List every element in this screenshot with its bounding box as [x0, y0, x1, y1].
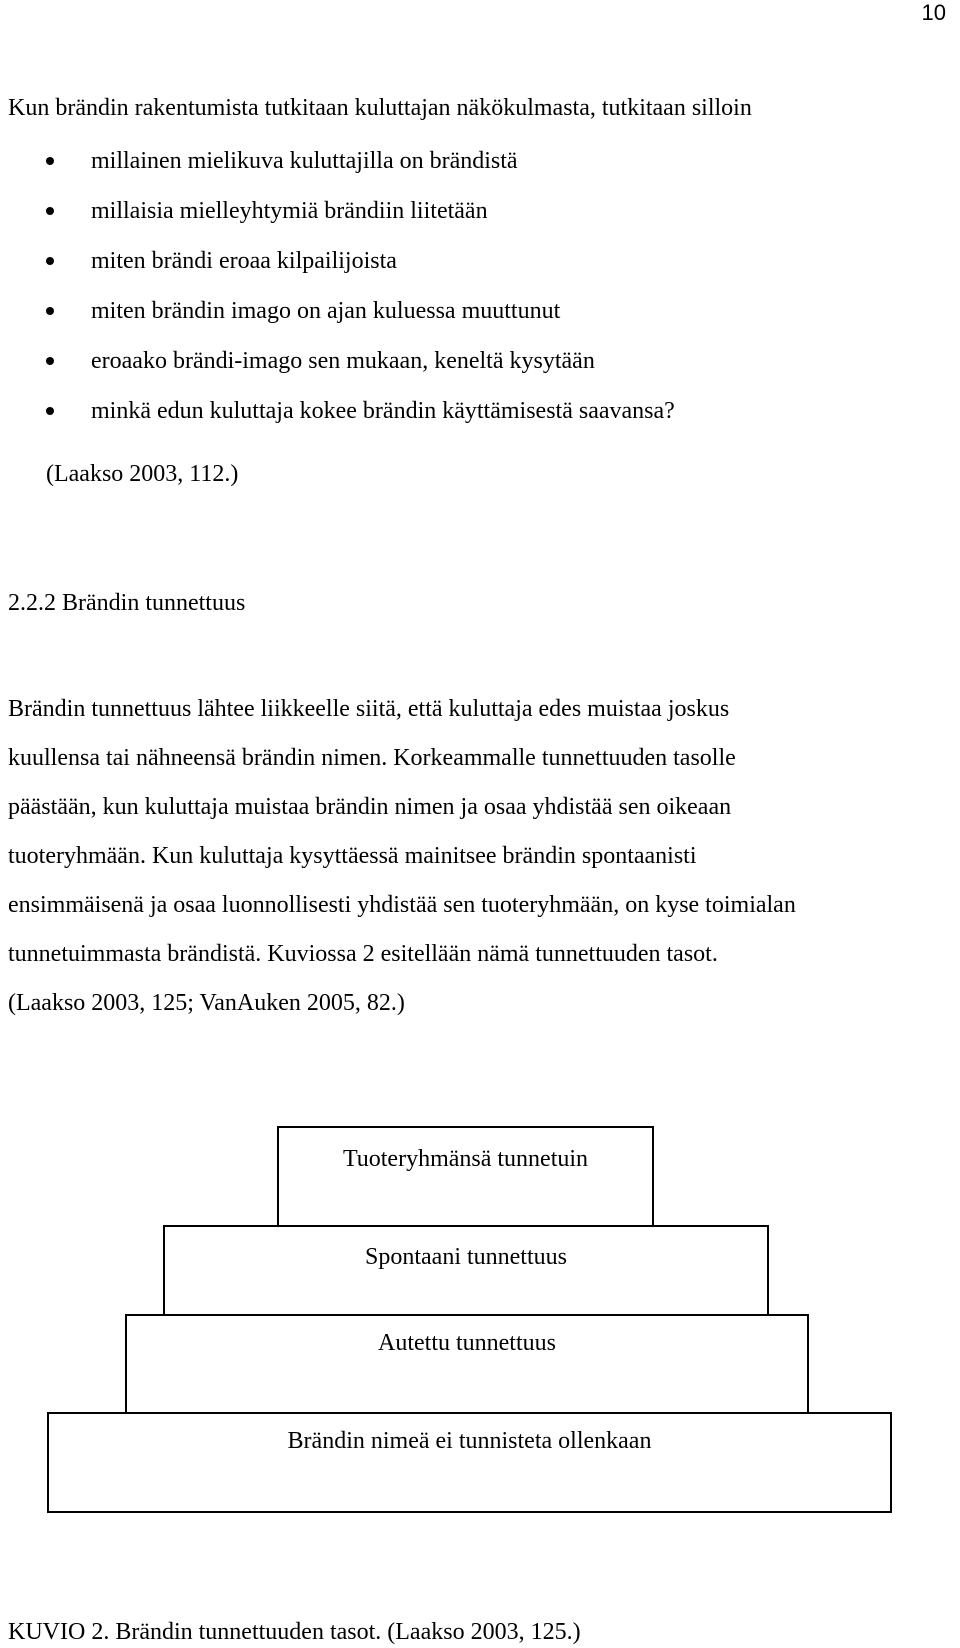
figure-caption: KUVIO 2. Brändin tunnettuuden tasot. (Laakso 2003, 125.) [8, 1619, 581, 1645]
pyramid-level-top [277, 1126, 654, 1227]
paragraph-line: Brändin tunnettuus lähtee liikkeelle siitä, että kuluttaja edes muistaa joskus [8, 696, 730, 722]
list-item-text: miten brändin imago on ajan kuluessa muuttunut [91, 298, 561, 324]
section-paragraph [8, 694, 948, 1037]
pyramid-level-third [125, 1314, 809, 1415]
bullet-dot-icon [46, 307, 54, 315]
paragraph-line: tuoteryhmään. Kun kuluttaja kysyttäessä mainitsee brändin spontaanisti [8, 843, 697, 869]
paragraph-line: tunnetuimmasta brändistä. Kuviossa 2 esitellään nämä tunnettuuden tasot. [8, 941, 718, 967]
pyramid-level-label: Spontaani tunnettuus [365, 1244, 567, 1270]
bullet-dot-icon [46, 407, 54, 415]
pyramid-level-second [163, 1225, 769, 1326]
paragraph-line: päästään, kun kuluttaja muistaa brändin nimen ja osaa yhdistää sen oikeaan [8, 794, 732, 820]
bullet-dot-icon [46, 257, 54, 265]
pyramid-level-label: Tuoteryhmänsä tunnetuin [342, 1146, 589, 1172]
bullet-dot-icon [46, 357, 54, 365]
bullet-dot-icon [46, 207, 54, 215]
pyramid-level-bottom [47, 1412, 892, 1513]
bullet-dot-icon [46, 157, 54, 165]
list-item-text: millaisia mielleyhtymiä brändiin liitetään [91, 198, 488, 224]
pyramid-level-label: Brändin nimeä ei tunnisteta ollenkaan [287, 1428, 652, 1454]
paragraph-line: (Laakso 2003, 125; VanAuken 2005, 82.) [8, 990, 405, 1016]
intro-citation: (Laakso 2003, 112.) [46, 461, 239, 487]
page-number: 10 [921, 0, 946, 25]
intro-sentence: Kun brändin rakentumista tutkitaan kuluttajan näkökulmasta, tutkitaan silloin [8, 95, 752, 121]
paragraph-line: ensimmäisenä ja osaa luonnollisesti yhdistää sen tuoteryhmään, on kyse toimialan [8, 892, 796, 918]
section-heading: 2.2.2 Brändin tunnettuus [8, 590, 246, 616]
paragraph-line: kuullensa tai nähneensä brändin nimen. Korkeammalle tunnettuuden tasolle [8, 745, 736, 771]
list-item-text: miten brändi eroaa kilpailijoista [91, 248, 397, 274]
list-item-text: millainen mielikuva kuluttajilla on brändistä [91, 148, 518, 174]
list-item-text: eroaako brändi-imago sen mukaan, keneltä kysytään [91, 348, 595, 374]
list-item-text: minkä edun kuluttaja kokee brändin käyttämisestä saavansa? [91, 398, 675, 424]
pyramid-level-label: Autettu tunnettuus [378, 1330, 556, 1356]
